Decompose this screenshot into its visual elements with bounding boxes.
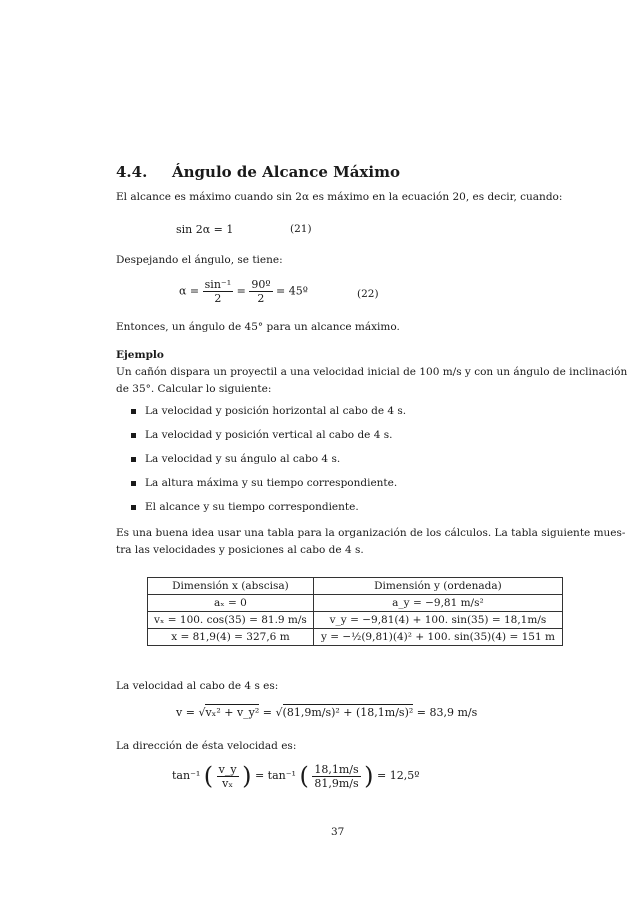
- table-row: [148, 629, 563, 646]
- eq22-lhs: α =: [179, 284, 200, 298]
- table-cell: v_y = −9,81(4) + 100. sin(35) = 18,1m/s: [313, 612, 562, 629]
- velocidad-intro: La velocidad al cabo de 4 s es:: [116, 680, 279, 692]
- table-header-row: [148, 578, 563, 595]
- direction-num2: 18,1m/s: [314, 762, 359, 776]
- bullet-icon: [131, 409, 136, 414]
- ejemplo-line-1: Un cañón dispara un proyectil a una velocidad inicial de 100 m/s y con un ángulo de inclinación: [116, 366, 628, 378]
- ejemplo-line-2: de 35°. Calcular lo siguiente:: [116, 383, 272, 395]
- list-item: La velocidad y posición vertical al cabo de 4 s.: [145, 429, 392, 441]
- bullet-icon: [131, 481, 136, 486]
- ejemplo-heading: Ejemplo: [116, 349, 164, 361]
- direction-num1: v_y: [218, 762, 237, 776]
- direction-den1: vₓ: [222, 776, 234, 790]
- equation-22-number: (22): [357, 288, 379, 300]
- direction-rhs: = 12,5º: [377, 769, 420, 782]
- section-title: Ángulo de Alcance Máximo: [172, 163, 400, 181]
- direction-lhs: tan⁻¹: [172, 769, 201, 782]
- calculation-table: [147, 577, 563, 646]
- velocity-rhs: = 83,9 m/s: [416, 706, 478, 719]
- direction-fraction-1: [217, 763, 239, 790]
- direction-fraction-2: [312, 763, 360, 790]
- bullet-icon: [131, 457, 136, 462]
- direccion-intro: La dirección de ésta velocidad es:: [116, 740, 297, 752]
- list-item: La velocidad y posición horizontal al cabo de 4 s.: [145, 405, 406, 417]
- eq22-den1: 2: [214, 292, 222, 305]
- list-item: La velocidad y su ángulo al cabo 4 s.: [145, 453, 340, 465]
- sqrt-icon: √: [198, 706, 206, 719]
- table-intro-line-1: Es una buena idea usar una tabla para la organización de los cálculos. La tabla siguiente mues-: [116, 527, 626, 539]
- direction-mid: = tan⁻¹: [254, 769, 296, 782]
- velocity-sqrt-1: vₓ² + v_y²: [205, 706, 260, 719]
- eq22-rhs: = 45º: [276, 284, 308, 298]
- intro-paragraph: El alcance es máximo cuando sin 2α es máximo en la ecuación 20, es decir, cuando:: [116, 191, 563, 203]
- eq22-fraction-1: [203, 278, 233, 305]
- right-paren-icon: ): [242, 762, 252, 790]
- eq22-num2: 90º: [251, 278, 271, 291]
- eq22-den2: 2: [257, 292, 265, 305]
- equation-21: sin 2α = 1: [176, 223, 234, 236]
- equation-22: [179, 278, 308, 305]
- eq22-num1: sin⁻¹: [204, 278, 232, 291]
- eq22-eq1: =: [236, 284, 246, 298]
- direction-equation: [172, 762, 419, 790]
- despejando-text: Despejando el ángulo, se tiene:: [116, 254, 283, 266]
- equation-21-number: (21): [290, 223, 312, 235]
- sqrt-icon: √: [275, 706, 283, 719]
- list-item: La altura máxima y su tiempo correspondiente.: [145, 477, 397, 489]
- table-cell: aₓ = 0: [148, 595, 314, 612]
- table-header-y: Dimensión y (ordenada): [313, 578, 562, 595]
- velocity-eq: =: [262, 706, 273, 719]
- table-cell: y = −½(9,81)(4)² + 100. sin(35)(4) = 151 m: [313, 629, 562, 646]
- table-intro-line-2: tra las velocidades y posiciones al cabo de 4 s.: [116, 544, 364, 556]
- direction-den2: 81,9m/s: [314, 776, 359, 790]
- table-row: [148, 595, 563, 612]
- velocity-equation: [176, 706, 477, 719]
- eq22-fraction-2: [249, 278, 272, 305]
- entonces-text: Entonces, un ángulo de 45° para un alcance máximo.: [116, 321, 400, 333]
- table-header-x: Dimensión x (abscisa): [148, 578, 314, 595]
- table-cell: a_y = −9,81 m/s²: [313, 595, 562, 612]
- section-number: 4.4.: [116, 163, 148, 181]
- velocity-lhs: v =: [176, 706, 195, 719]
- left-paren-icon: (: [299, 762, 309, 790]
- velocity-sqrt-2: (81,9m/s)² + (18,1m/s)²: [282, 706, 414, 719]
- table-cell: vₓ = 100. cos(35) = 81.9 m/s: [148, 612, 314, 629]
- bullet-icon: [131, 433, 136, 438]
- right-paren-icon: ): [364, 762, 374, 790]
- table-row: [148, 612, 563, 629]
- page-number: 37: [331, 826, 345, 838]
- bullet-icon: [131, 505, 136, 510]
- list-item: El alcance y su tiempo correspondiente.: [145, 501, 359, 513]
- table-cell: x = 81,9(4) = 327,6 m: [148, 629, 314, 646]
- left-paren-icon: (: [203, 762, 214, 790]
